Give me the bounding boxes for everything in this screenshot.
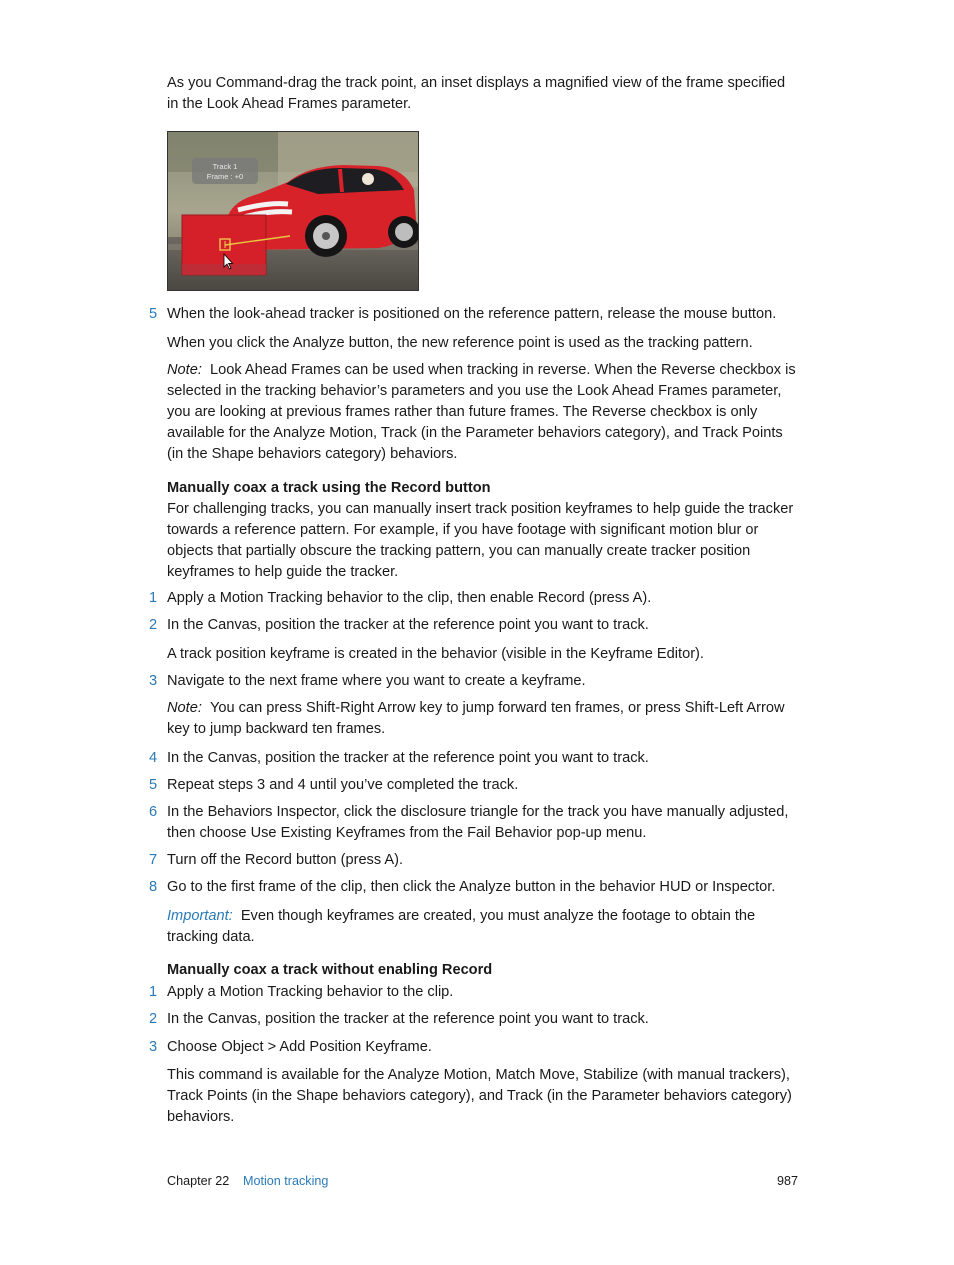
important-note <box>167 906 799 948</box>
section-intro-record: For challenging tracks, you can manually insert track position keyframes to help guide the tracker towards a reference pattern. For example, if you have footage with significant motion blur or objects that partially obscure the tracking pattern, you can manually create tracker position keyframes to help guide the tracker. <box>167 501 794 580</box>
step-text: In the Canvas, position the tracker at the reference point you want to track. <box>167 617 649 633</box>
step-text: In the Behaviors Inspector, click the disclosure triangle for the track you have manually adjusted, then choose Use Existing Keyframes from the Fail Behavior pop-up menu. <box>167 804 789 841</box>
step-text: In the Canvas, position the tracker at the reference point you want to track. <box>167 750 649 766</box>
step-number: 4 <box>148 750 158 766</box>
note-label: Note: <box>167 362 202 378</box>
car-tracking-image <box>168 132 418 290</box>
step-text: Apply a Motion Tracking behavior to the clip. <box>167 984 454 1000</box>
step-number: 3 <box>148 1039 158 1055</box>
note-shift-arrow <box>167 698 799 740</box>
step-number: 5 <box>148 306 158 322</box>
note-look-ahead <box>167 360 799 465</box>
step-number: 1 <box>148 984 158 1000</box>
section-heading-record: Manually coax a track using the Record button <box>167 480 491 496</box>
closing-paragraph: This command is available for the Analyze Motion, Match Move, Stabilize (with manual trackers), Track Points (in the Shape behaviors category), and Track (in the Parameter behaviors category) behaviors. <box>167 1067 792 1125</box>
section-heading-no-record: Manually coax a track without enabling Record <box>167 962 493 978</box>
hud-frame-label: Frame : +0 <box>206 172 244 181</box>
keyframe-created-paragraph: A track position keyframe is created in the behavior (visible in the Keyframe Editor). <box>167 646 704 662</box>
note-text: You can press Shift-Right Arrow key to jump forward ten frames, or press Shift-Left Arrow key to jump backward ten frames. <box>167 700 785 737</box>
step-number: 6 <box>148 804 158 820</box>
step-text: Choose Object > Add Position Keyframe. <box>167 1039 432 1055</box>
note-text: Look Ahead Frames can be used when tracking in reverse. When the Reverse checkbox is selected in the tracking behavior’s parameters and you use the Look Ahead Frames parameter, you are looking at previous frames rather than future frames. The Reverse checkbox is only available for the Analyze Motion, Track (in the Parameter behaviors category), and Track Points (in the Shape behaviors category) behaviors. <box>167 362 796 462</box>
step-number: 2 <box>148 1011 158 1027</box>
step-number: 7 <box>148 852 158 868</box>
tracking-screenshot-figure <box>167 131 419 291</box>
step-text: When the look-ahead tracker is positioned on the reference pattern, release the mouse button. <box>167 306 777 322</box>
step-text: Turn off the Record button (press A). <box>167 852 404 868</box>
step-number: 3 <box>148 673 158 689</box>
step-text: In the Canvas, position the tracker at the reference point you want to track. <box>167 1011 649 1027</box>
footer-chapter-title-link[interactable]: Motion tracking <box>243 1174 329 1188</box>
important-label: Important: <box>167 908 233 924</box>
important-text: Even though keyframes are created, you must analyze the footage to obtain the tracking data. <box>167 908 756 945</box>
hud-track-label: Track 1 <box>212 162 238 171</box>
footer-chapter: Chapter 22 <box>167 1174 230 1188</box>
step-text: Repeat steps 3 and 4 until you’ve completed the track. <box>167 777 519 793</box>
step-number: 8 <box>148 879 158 895</box>
step-text: Navigate to the next frame where you want to create a keyframe. <box>167 673 586 689</box>
analyze-paragraph: When you click the Analyze button, the new reference point is used as the tracking pattern. <box>167 335 753 351</box>
note-label: Note: <box>167 700 202 716</box>
step-number: 1 <box>148 590 158 606</box>
step-text: Go to the first frame of the clip, then click the Analyze button in the behavior HUD or Inspector. <box>167 879 776 895</box>
step-number: 2 <box>148 617 158 633</box>
intro-paragraph: As you Command-drag the track point, an inset displays a magnified view of the frame specified in the Look Ahead Frames parameter. <box>167 75 786 112</box>
step-number: 5 <box>148 777 158 793</box>
footer-page-number: 987 <box>776 1174 798 1188</box>
step-text: Apply a Motion Tracking behavior to the clip, then enable Record (press A). <box>167 590 652 606</box>
